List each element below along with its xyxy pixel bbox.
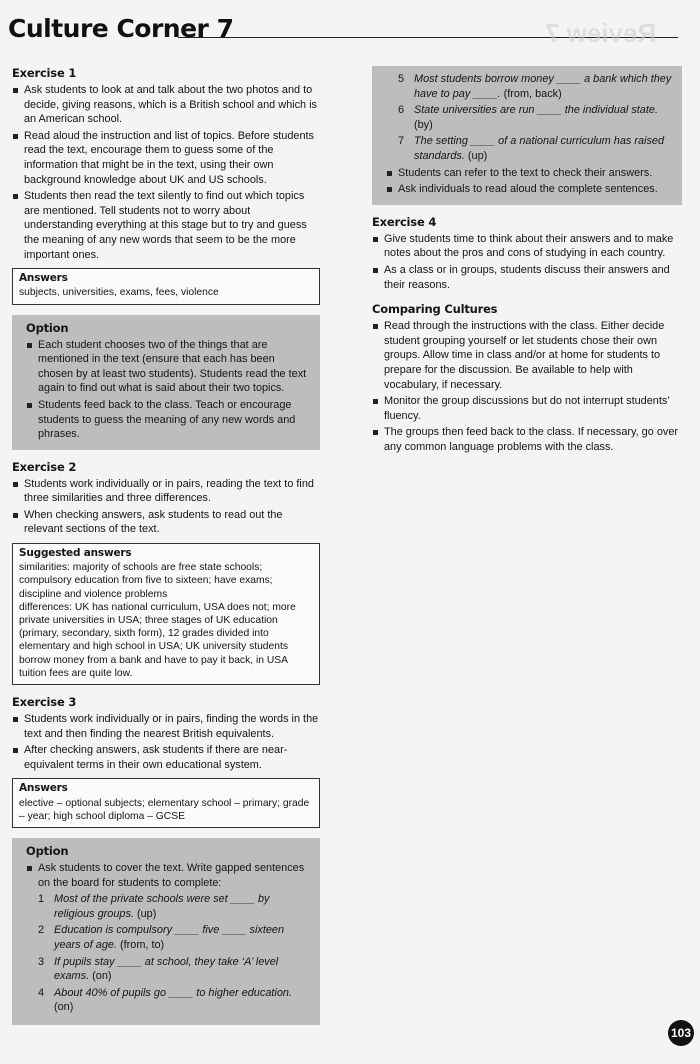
sentence-answer: (on) [54,1001,74,1014]
item-number: 1 [38,893,45,906]
sentence-text: Education is compulsory ____ five ____ sixteen years of age. [54,924,285,952]
comparing-cultures-heading: Comparing Cultures [372,302,498,317]
list-item: As a class or in groups, students discuss their answers and their reasons. [372,263,682,292]
gapped-sentence [38,892,312,921]
exercise-3 [12,695,320,828]
exercise-1-heading: Exercise 1 [12,66,77,80]
similarities-text: similarities: majority of schools are free state schools; compulsory education from five to sixteen; have exams; discipline and violence problems [19,562,273,600]
sentence-text: State universities are run ____ the individual state. [414,104,658,117]
sentence-answer: (up) [467,149,488,162]
list-item: Each student chooses two of the things that are mentioned in the text (ensure that each has been chosen by at least two students). Students read the text again to find out what is said about their two topics. [26,338,312,396]
sentence-answer: (by) [414,118,433,131]
gapped-sentence [38,923,312,952]
right-column [372,66,682,456]
differences-text: differences: UK has national curriculum, USA does not; more private universities in USA; three stages of UK education (primary, secondary, sixth form), 12 grades divided into elementary and high school in USA; UK university students borrow money from a bank and have to pay it back, in USA tuition fees are quite low. [19,601,296,679]
list-item: Read aloud the instruction and list of topics. Before students read the text, encourage them to guess some of the information that might be in the text, using their own background knowledge about UK and US schools. [12,129,320,187]
page-number: 103 [668,1020,694,1046]
answers-box [12,778,320,828]
item-number: 5 [398,73,405,85]
exercise-4-heading: Exercise 4 [372,214,437,229]
sentence-text: Most students borrow money ____ a bank which they have to pay ____. [414,73,672,100]
gapped-sentence [398,134,674,163]
list-item: After checking answers, ask students if there are near-equivalent terms in their own educational system. [12,743,320,772]
sentence-answer: (from, back) [503,87,562,100]
list-item: Students work individually or in pairs, finding the words in the text and then finding the nearest British equivalents. [12,712,320,741]
list-item: The groups then feed back to the class. If necessary, go over any common language problems with the class. [372,425,682,454]
gapped-sentence [398,72,674,101]
list-item: Ask students to look at and talk about the two photos and to decide, giving reasons, which is a British school and which is an American school. [12,83,320,127]
exercise-1 [12,66,320,305]
exercise-2 [12,460,320,685]
answers-heading: Answers [19,272,68,285]
exercise-4 [372,215,682,292]
suggested-answers-box [12,543,320,685]
ghost-title: Review 7 [544,18,656,48]
gapped-sentence [38,986,312,1015]
list-item: Give students time to think about their answers and to make notes about the pros and cons of studying in each country. [372,232,682,261]
option-heading: Option [26,844,69,859]
sentence-text: The setting ____ of a national curriculum has raised standards. [414,135,665,162]
page-title: Culture Corner 7 [8,14,234,43]
sentence-answer: (on) [92,970,112,983]
list-item: Students work individually or in pairs, reading the text to find three similarities and three differences. [12,477,320,506]
answers-text: elective – optional subjects; elementary school – primary; grade – year; high school diploma – GCSE [19,797,310,822]
list-item: Ask students to cover the text. Write gapped sentences on the board for students to complete: [26,861,312,890]
sentence-text: About 40% of pupils go ____ to higher education. [54,986,292,999]
list-item: Ask individuals to read aloud the complete sentences. [386,182,674,197]
comparing-cultures [372,302,682,454]
item-number: 6 [398,104,405,117]
item-number: 4 [38,986,45,999]
answers-box [12,268,320,304]
option-heading: Option [26,320,69,335]
option-box [12,838,320,1025]
exercise-3-heading: Exercise 3 [12,695,77,710]
item-number: 7 [398,135,405,148]
sentence-text: Most of the private schools were set ____ by religious groups. [54,893,270,920]
left-column [12,66,320,1025]
gapped-sentence [398,103,674,132]
suggested-answers-heading: Suggested answers [19,547,132,560]
list-item: Students can refer to the text to check their answers. [386,166,674,181]
list-item: When checking answers, ask students to read out the relevant sections of the text. [12,508,320,537]
list-item: Read through the instructions with the class. Either decide student grouping yourself or let students chose their own groups. Allow time in class and/or at home for students to prepare for the discussion. Be available to help with vocabulary, if necessary. [372,319,682,392]
list-item: Students feed back to the class. Teach or encourage students to guess the meaning of any new words and phrases. [26,398,312,442]
item-number: 3 [38,955,45,968]
option-continued-box [372,66,682,205]
item-number: 2 [38,924,45,937]
exercise-2-heading: Exercise 2 [12,459,77,474]
answers-heading: Answers [19,782,68,795]
gapped-sentence [38,955,312,984]
answers-text: subjects, universities, exams, fees, violence [19,287,219,299]
list-item: Monitor the group discussions but do not interrupt students’ fluency. [372,394,682,423]
sentence-answer: (up) [136,907,157,920]
list-item: Students then read the text silently to find out which topics are mentioned. Tell students not to worry about understanding everything at this stage but to try and guess the meaning of any new words that seem to be the more important ones. [12,189,320,262]
sentence-text: If pupils stay ____ at school, they take ‘A’ level exams. [54,955,279,983]
option-box [12,315,320,450]
sentence-answer: (from, to) [120,939,165,952]
